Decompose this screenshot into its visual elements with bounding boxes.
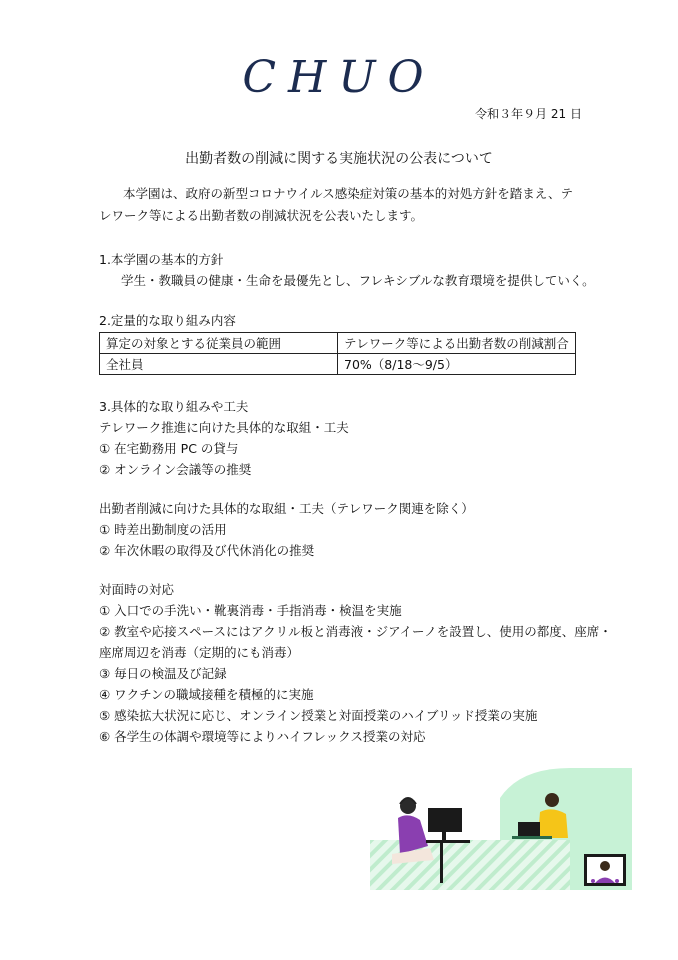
- table-cell: 70%（8/18〜9/5）: [338, 354, 576, 375]
- table-header-row: [100, 333, 576, 354]
- list-item: 座席周辺を消毒（定期的にも消毒）: [99, 645, 300, 660]
- video-call-icon: [584, 854, 626, 886]
- table-header-cell: 算定の対象とする従業員の範囲: [100, 333, 338, 354]
- list-item: ① 在宅勤務用 PC の貸与: [99, 441, 239, 456]
- intro-paragraph: 本学園は、政府の新型コロナウイルス感染症対策の基本的対処方針を踏まえ、テレワーク等による出勤者数の削減状況を公表いたします。: [99, 186, 574, 223]
- table-header-cell: テレワーク等による出勤者数の削減割合: [338, 333, 576, 354]
- remote-work-illustration: [370, 768, 632, 890]
- document-date: 令和３年９月 21 日: [475, 107, 582, 121]
- list-item: ② 年次休暇の取得及び代休消化の推奨: [99, 543, 315, 558]
- list-item: ① 時差出勤制度の活用: [99, 522, 227, 537]
- logo: CHUO: [242, 52, 436, 103]
- telework-heading: テレワーク推進に向けた具体的な取組・工夫: [99, 420, 349, 435]
- reduction-heading: 出勤者削減に向けた具体的な取組・工夫（テレワーク関連を除く）: [99, 501, 474, 516]
- list-item: ② 教室や応接スペースにはアクリル板と消毒液・ジアイーノを設置し、使用の都度、座席・: [99, 624, 612, 639]
- list-item: ⑥ 各学生の体調や環境等によりハイフレックス授業の対応: [99, 729, 426, 744]
- list-item: ⑤ 感染拡大状況に応じ、オンライン授業と対面授業のハイブリッド授業の実施: [99, 708, 538, 723]
- section1-heading: 1.本学園の基本的方針: [99, 252, 224, 267]
- section2-heading: 2.定量的な取り組み内容: [99, 313, 236, 328]
- table-row: [100, 354, 576, 375]
- section3-heading: 3.具体的な取り組みや工夫: [99, 399, 249, 414]
- facetoface-heading: 対面時の対応: [99, 582, 175, 597]
- page-title: 出勤者数の削減に関する実施状況の公表について: [185, 151, 493, 167]
- list-item: ④ ワクチンの職域接種を積極的に実施: [99, 687, 314, 702]
- section1-text: 学生・教職員の健康・生命を最優先とし、フレキシブルな教育環境を提供していく。: [121, 273, 595, 288]
- person-headset-icon: [392, 798, 434, 864]
- list-item: ① 入口での手洗い・靴裏消毒・手指消毒・検温を実施: [99, 603, 402, 618]
- table-cell: 全社員: [100, 354, 338, 375]
- list-item: ② オンライン会議等の推奨: [99, 462, 252, 477]
- reduction-table: [99, 332, 576, 375]
- list-item: ③ 毎日の検温及び記録: [99, 666, 227, 681]
